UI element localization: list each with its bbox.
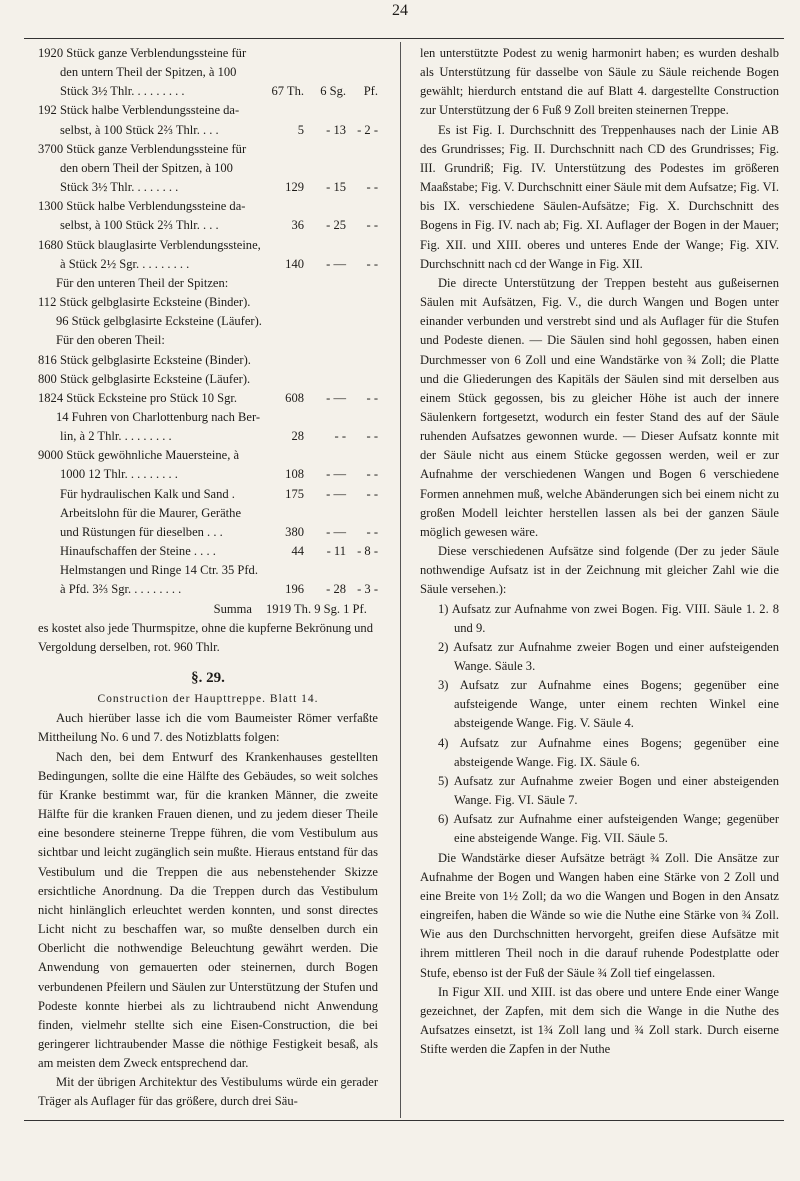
cost-desc: Arbeitslohn für die Maurer, Geräthe xyxy=(60,505,242,520)
cost-groschen xyxy=(304,351,346,370)
cost-thaler: 129 xyxy=(285,180,304,195)
cost-row xyxy=(38,101,378,120)
cost-pfennig xyxy=(346,63,378,82)
cost-pfennig xyxy=(346,293,378,312)
cost-row xyxy=(38,44,378,63)
cost-groschen: - — xyxy=(326,524,346,539)
cost-thaler xyxy=(266,101,304,120)
cost-desc: 1920 Stück ganze Verblendungssteine für xyxy=(38,46,247,60)
cost-row xyxy=(38,580,378,599)
cost-pfennig xyxy=(346,159,378,178)
cost-groschen: - 11 xyxy=(326,544,346,559)
cost-desc: 192 Stück halbe Verblendungssteine da- xyxy=(38,103,240,118)
list-item: 1) Aufsatz zur Aufnahme von zwei Bogen. Fig. VIII. Säule 1. 2. 8 und 9. xyxy=(438,601,779,635)
left-paragraph-2: Nach den, bei dem Entwurf des Krankenhauses gestellten Bedingungen, sollte die eine Hälfte des Gebäudes, so weit solches für Kranke bestimmt war, für die kranken Männer, die zweite Hälfte für die kranken Frauen dienen, und zu jedem dieser Theile eine besondere steinerne Treppe führen, die vom Vestibulum aus sichtbar und leicht zugänglich sein mußte. Hieraus entstand für das Vestibulum und die Treppen die aus nebenstehender Skizze ersichtliche Anordnung. Da die Treppen durch das Vestibulum nicht hinlänglich erleuchtet werden konnten, und sonst directes Licht nicht zu beschaffen war, so mußte denselben durch ein Oberlicht die nothwendige Beleuchtung gewährt werden. Die Anwendung von gemauerten oder steinernen, durch Bogen verbundenen Pfeilern und Säulen zur Unterstützung der Stufen und Podeste konnte hierbei als zu lichtraubend nicht Anwendung finden, vielmehr stellte sich eine Eisen-Construction, die bei geringerer lichtraubender Masse die nöthige Festigkeit besaß, als am meisten dem Zweck entsprechend dar. xyxy=(38,749,378,1071)
section-number: §. 29. xyxy=(191,670,225,686)
cost-pfennig: - - xyxy=(366,429,378,444)
cost-groschen: - 28 xyxy=(326,582,346,597)
cost-desc: 1680 Stück blauglasirte Verblendungssteine, xyxy=(38,237,261,252)
cost-desc: selbst, à 100 Stück 2⅔ Thlr. . . . xyxy=(60,122,219,137)
cost-desc: 1300 Stück halbe Verblendungssteine da- xyxy=(38,199,246,214)
after-table-text: es kostet also jede Thurmspitze, ohne die kupferne Bekrönung und Vergoldung derselben, rot. 960 Thlr. xyxy=(38,620,373,654)
cost-groschen: - - xyxy=(334,429,346,444)
cost-row xyxy=(38,408,378,427)
cost-groschen xyxy=(304,101,346,120)
cost-row xyxy=(38,465,378,484)
cost-thaler xyxy=(266,561,304,580)
cost-thaler: 36 xyxy=(291,218,304,233)
right-paragraph-4: Diese verschiedenen Aufsätze sind folgende (Der zu jeder Säule nothwendige Aufsatz ist in der Zeichnung mit gleicher Zahl wie die Säule versehen.): xyxy=(420,544,779,597)
cost-thaler: 196 xyxy=(285,582,304,597)
cost-row xyxy=(38,178,378,197)
cost-row xyxy=(38,82,378,101)
right-paragraph-1: len unterstützte Podest zu wenig harmonirt haben; es wurden deshalb als Unterstützung für dasselbe von Säule zu Säule reichende Bogen gewählt; hierdurch entstand die auf Blatt 4. dargestellte Construction zur Unterstützung der 6 Fuß 9 Zoll breiten steinernen Treppe. xyxy=(420,46,779,118)
cost-groschen: - — xyxy=(326,390,346,405)
cost-pfennig xyxy=(346,236,378,255)
cost-table xyxy=(38,44,378,600)
cost-desc: den untern Theil der Spitzen, à 100 xyxy=(60,65,237,80)
summa-value: 1919 Th. 9 Sg. 1 Pf. xyxy=(266,601,367,616)
cost-row xyxy=(38,504,378,523)
cost-groschen xyxy=(304,236,346,255)
cost-desc: 1824 Stück Ecksteine pro Stück 10 Sgr. xyxy=(38,390,237,405)
cost-groschen: - — xyxy=(326,486,346,501)
cost-desc: Stück 3½ Thlr. . . . . . . . xyxy=(60,180,179,195)
cost-groschen: - 13 xyxy=(326,122,346,137)
cost-row xyxy=(38,523,378,542)
list-item: 4) Aufsatz zur Aufnahme eines Bogens; gegenüber eine absteigende Wange. Fig. IX. Säule 6. xyxy=(438,735,779,769)
bottom-rule xyxy=(24,1120,784,1121)
cost-pfennig: Pf. xyxy=(363,84,378,99)
cost-pfennig: - - xyxy=(366,524,378,539)
cost-row xyxy=(38,561,378,580)
right-paragraph-5: Die Wandstärke dieser Aufsätze beträgt ¾ Zoll. Die Ansätze zur Aufnahme der Bogen und Wangen haben eine Stärke von 2 Zoll und eine Breite von 1½ Zoll; da wo die Wangen und Bogen in den Ansatz eingreifen, haben die Wände so wie die Nuthe eine Stärke von ¾ Zoll. Wie aus den Durchschnitten hervorgeht, greifen diese Aufsätze mit ihrem mittleren Theil noch in die darauf ruhende Podestplatte oder Stufe, ebenso ist der Fuß der Säule ¾ Zoll tief eingelassen. xyxy=(420,850,779,980)
cost-thaler: 44 xyxy=(291,544,304,559)
list-item: 2) Aufsatz zur Aufnahme zweier Bogen und einer aufsteigenden Wange. Säule 3. xyxy=(438,639,779,673)
cost-row xyxy=(38,140,378,159)
attachment-list xyxy=(420,600,779,849)
cost-thaler xyxy=(266,408,304,427)
cost-row xyxy=(38,159,378,178)
cost-groschen xyxy=(304,331,346,350)
cost-desc: 9000 Stück gewöhnliche Mauersteine, à xyxy=(38,448,240,463)
cost-thaler xyxy=(266,140,304,159)
cost-pfennig: - - xyxy=(366,256,378,271)
cost-row xyxy=(38,331,378,350)
cost-row xyxy=(38,370,378,389)
cost-pfennig xyxy=(346,561,378,580)
cost-thaler: 5 xyxy=(297,122,304,137)
cost-groschen: 6 Sg. xyxy=(320,84,346,99)
cost-thaler xyxy=(266,312,304,331)
cost-pfennig xyxy=(346,197,378,216)
summa-label: Summa xyxy=(213,601,252,616)
cost-row xyxy=(38,236,378,255)
cost-desc: selbst, à 100 Stück 2⅔ Thlr. . . . xyxy=(60,218,219,233)
cost-thaler: 67 Th. xyxy=(271,84,304,99)
cost-pfennig xyxy=(346,140,378,159)
cost-desc: à Stück 2½ Sgr. . . . . . . . . xyxy=(60,256,190,271)
cost-thaler xyxy=(266,351,304,370)
cost-desc: Helmstangen und Ringe 14 Ctr. 35 Pfd. xyxy=(60,563,258,578)
cost-desc: 800 Stück gelbglasirte Ecksteine (Läufer). xyxy=(38,371,251,386)
left-paragraph-1: Auch hierüber lasse ich die vom Baumeister Römer verfaßte Mittheilung No. 6 und 7. des Notizblatts folgen: xyxy=(38,711,378,745)
cost-row xyxy=(38,274,378,293)
cost-row xyxy=(38,351,378,370)
cost-thaler xyxy=(266,236,304,255)
cost-groschen xyxy=(304,274,346,293)
cost-pfennig xyxy=(346,312,378,331)
cost-row xyxy=(38,446,378,465)
cost-thaler: 140 xyxy=(285,256,304,271)
cost-thaler xyxy=(266,44,304,63)
list-item: 3) Aufsatz zur Aufnahme eines Bogens; gegenüber eine aufsteigende Wange, unter einem rechten Winkel eine absteigende Wange. Fig. V. Säule 4. xyxy=(438,678,779,731)
cost-groschen xyxy=(304,293,346,312)
cost-thaler xyxy=(266,63,304,82)
cost-row xyxy=(38,389,378,408)
cost-pfennig xyxy=(346,370,378,389)
cost-pfennig: - - xyxy=(366,486,378,501)
cost-row xyxy=(38,197,378,216)
cost-desc: Für den unteren Theil der Spitzen: xyxy=(56,275,229,290)
page-number: 24 xyxy=(392,2,408,19)
section-title: Construction der Haupttreppe. Blatt 14. xyxy=(97,693,319,706)
cost-pfennig xyxy=(346,44,378,63)
cost-thaler xyxy=(266,370,304,389)
cost-row xyxy=(38,542,378,561)
cost-thaler xyxy=(266,274,304,293)
cost-thaler xyxy=(266,159,304,178)
list-item: 6) Aufsatz zur Aufnahme einer aufsteigenden Wange; gegenüber eine absteigende Wange. Fig. VII. Säule 5. xyxy=(438,812,779,846)
cost-row xyxy=(38,312,378,331)
cost-desc: und Rüstungen für dieselben . . . xyxy=(60,524,223,539)
cost-groschen xyxy=(304,408,346,427)
cost-row xyxy=(38,485,378,504)
cost-thaler: 380 xyxy=(285,524,304,539)
cost-desc: 1000 12 Thlr. . . . . . . . . xyxy=(60,467,178,482)
cost-groschen xyxy=(304,561,346,580)
cost-pfennig xyxy=(346,446,378,465)
cost-row xyxy=(38,255,378,274)
list-item: 5) Aufsatz zur Aufnahme zweier Bogen und einer absteigenden Wange. Fig. VI. Säule 7. xyxy=(438,773,779,808)
cost-pfennig: - - xyxy=(366,467,378,482)
cost-desc: lin, à 2 Thlr. . . . . . . . . xyxy=(60,429,172,444)
cost-groschen xyxy=(304,370,346,389)
cost-pfennig: - 2 - xyxy=(357,122,378,137)
cost-thaler: 28 xyxy=(291,429,304,444)
cost-desc: Hinaufschaffen der Steine . . . . xyxy=(60,544,216,559)
right-column xyxy=(420,44,779,1059)
cost-thaler xyxy=(266,331,304,350)
right-paragraph-2: Es ist Fig. I. Durchschnitt des Treppenhauses nach der Linie AB des Grundrisses; Fig. II. Durchschnitt nach CD des Grundrisses; Fig. III. Grundriß; Fig. IV. Unterstützung des Podestes im größeren Maaßstabe; Fig. V. Durchschnitt einer Säule mit dem Aufsatze; Fig. VI. bis IX. verschiedene Säulen-Aufsätze; Fig. X. Durchschnitt des Bogens in Fig. IV. nach ab; Fig. XI. Auflager der Bogen in der Mauer; Fig. XII. und XIII. oberes und unteres Ende der Wange; Fig. XIV. Durchschnitt nach cd der Wange in Fig. XII. xyxy=(420,122,779,271)
cost-desc: 816 Stück gelbglasirte Ecksteine (Binder). xyxy=(38,352,251,367)
cost-thaler xyxy=(266,504,304,523)
cost-groschen: - — xyxy=(326,467,346,482)
cost-groschen xyxy=(304,197,346,216)
cost-thaler: 608 xyxy=(285,390,304,405)
cost-row xyxy=(38,427,378,446)
right-paragraph-6: In Figur XII. und XIII. ist das obere und untere Ende einer Wange gezeichnet, der Zapfen, mit dem sich die Wange in die Nuthe des Aufsatzes einsetzt, ist 1¾ Zoll lang und ¾ Zoll stark. Durch eiserne Stifte werden die Zapfen in der Nuthe xyxy=(420,984,779,1057)
cost-row xyxy=(38,121,378,140)
cost-pfennig: - 8 - xyxy=(357,544,378,559)
cost-row xyxy=(38,216,378,235)
cost-desc: 96 Stück gelbglasirte Ecksteine (Läufer). xyxy=(56,314,262,329)
cost-groschen xyxy=(304,63,346,82)
cost-groschen xyxy=(304,140,346,159)
cost-groschen: - — xyxy=(326,256,346,271)
top-rule xyxy=(24,38,784,39)
cost-pfennig xyxy=(346,274,378,293)
left-paragraph-3: Mit der übrigen Architektur des Vestibulums würde ein gerader Träger als Auflager für das größere, durch drei Säu- xyxy=(38,1075,378,1109)
cost-groschen xyxy=(304,312,346,331)
cost-pfennig: - - xyxy=(366,180,378,195)
cost-pfennig xyxy=(346,331,378,350)
cost-groschen xyxy=(304,446,346,465)
cost-desc: Stück 3½ Thlr. . . . . . . . . xyxy=(60,84,185,99)
cost-thaler: 108 xyxy=(285,467,304,482)
cost-desc: 14 Fuhren von Charlottenburg nach Ber- xyxy=(56,409,261,424)
cost-pfennig xyxy=(346,408,378,427)
cost-row xyxy=(38,293,378,312)
cost-desc: à Pfd. 3⅔ Sgr. . . . . . . . . xyxy=(60,582,182,597)
cost-thaler xyxy=(266,197,304,216)
cost-groschen: - 15 xyxy=(326,180,346,195)
cost-desc: 3700 Stück ganze Verblendungssteine für xyxy=(38,141,247,156)
cost-row xyxy=(38,63,378,82)
cost-thaler xyxy=(266,293,304,312)
left-column xyxy=(38,44,378,1112)
cost-pfennig: - - xyxy=(366,218,378,233)
cost-desc: Für hydraulischen Kalk und Sand . xyxy=(60,486,235,501)
cost-thaler xyxy=(266,446,304,465)
cost-pfennig xyxy=(346,101,378,120)
right-paragraph-3: Die directe Unterstützung der Treppen besteht aus gußeisernen Säulen mit Aufsätzen, Fig. V., die durch Wangen und Bogen unter einander verbunden und verstrebt sind und als Auflager für die Stufen und Podeste dienen. — Die Säulen sind hohl gegossen, haben einen Durchmesser von 6 Zoll und eine Wandstärke von ¾ Zoll; die Platte und die Gliederungen des Kapitäls der Säulen sind mit derselben aus einem Stück gegossen, bis zu gleicher Höhe ist auch der innere Säulenkern fortgesetzt, wodurch ein fester Stand des auf der Säule ruhenden Aufsatzes gewonnen wurde. — Dieser Aufsatz konnte mit der Säule nicht aus einem Stücke gegossen werden, weil er zur Aufnahme der verschiedenen Wangen und Bogen 6 verschiedene Formen annehmen muß, welche Abänderungen sich bei einem nicht zu großen Modell leichter herstellen lassen als bei der ganzen Säule möglich gewesen wäre. xyxy=(420,275,779,539)
cost-desc: 112 Stück gelbglasirte Ecksteine (Binder). xyxy=(38,295,251,310)
summa-row xyxy=(38,600,378,619)
cost-pfennig xyxy=(346,504,378,523)
cost-groschen xyxy=(304,44,346,63)
cost-groschen: - 25 xyxy=(326,218,346,233)
cost-groschen xyxy=(304,504,346,523)
cost-pfennig: - - xyxy=(366,390,378,405)
cost-pfennig: - 3 - xyxy=(357,582,378,597)
cost-thaler: 175 xyxy=(285,486,304,501)
cost-desc: den obern Theil der Spitzen, à 100 xyxy=(60,160,233,175)
cost-pfennig xyxy=(346,351,378,370)
cost-desc: Für den oberen Theil: xyxy=(56,333,165,348)
cost-groschen xyxy=(304,159,346,178)
column-divider xyxy=(400,42,401,1118)
